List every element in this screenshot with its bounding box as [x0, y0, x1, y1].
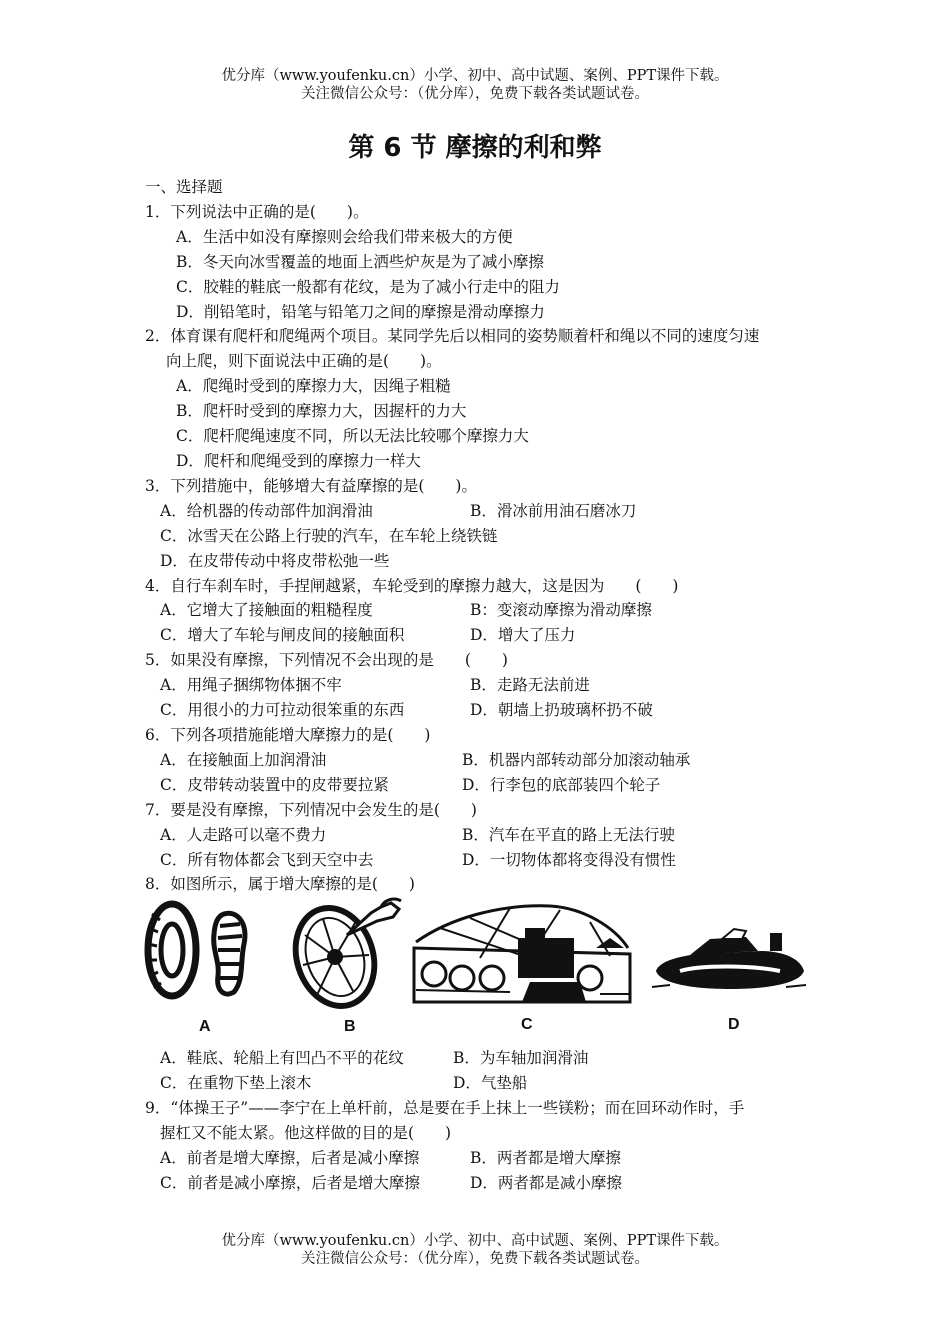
q1-option-c: C．胶鞋的鞋底一般都有花纹，是为了减小行走中的阻力 — [176, 278, 560, 296]
q3-option-c: C．冰雪天在公路上行驶的汽车，在车轮上绕铁链 — [160, 527, 498, 545]
q1-option-d: D．削铅笔时，铅笔与铅笔刀之间的摩擦是滑动摩擦力 — [176, 303, 545, 321]
q9-option-c: C．前者是减小摩擦，后者是增大摩擦 — [160, 1174, 420, 1192]
q7-option-b: B．汽车在平直的路上无法行驶 — [462, 826, 675, 844]
rollers-under-heavy-object-figure — [410, 898, 635, 1010]
q3-option-b: B．滑冰前用油石磨冰刀 — [470, 502, 637, 520]
wheel-axle-oiling-figure — [285, 895, 410, 1010]
q4-option-d: D．增大了压力 — [470, 626, 576, 644]
q2-option-d: D．爬杆和爬绳受到的摩擦力一样大 — [176, 452, 421, 470]
q8-option-d: D．气垫船 — [453, 1074, 528, 1092]
figure-label-c: C — [521, 1016, 533, 1033]
q6-option-c: C．皮带转动装置中的皮带要拉紧 — [160, 776, 389, 794]
q5-stem: 5．如果没有摩擦，下列情况不会出现的是 ( ) — [145, 651, 508, 669]
tire-and-shoe-sole-figure — [140, 900, 260, 1005]
q7-stem: 7．要是没有摩擦，下列情况中会发生的是( ) — [145, 801, 477, 819]
q7-option-a: A．人走路可以毫不费力 — [160, 826, 327, 844]
q9-stem-line-2: 握杠又不能太紧。他这样做的目的是( ) — [160, 1124, 452, 1142]
q8-option-a: A．鞋底、轮船上有凹凸不平的花纹 — [160, 1049, 404, 1067]
q5-option-c: C．用很小的力可拉动很笨重的东西 — [160, 701, 405, 719]
q4-option-b: B：变滚动摩擦为滑动摩擦 — [470, 601, 652, 619]
q2-stem-line-2: 向上爬，则下面说法中正确的是( )。 — [166, 352, 442, 370]
q9-option-d: D．两者都是减小摩擦 — [470, 1174, 622, 1192]
footer-line-1: 优分库（www.youfenku.cn）小学、初中、高中试题、案例、PPT课件下载。 — [221, 1233, 729, 1249]
hovercraft-figure — [650, 925, 808, 995]
q5-option-b: B．走路无法前进 — [470, 676, 590, 694]
q9-stem-line-1: 9．“体操王子”——李宁在上单杆前，总是要在手上抹上一些镁粉；而在回环动作时，手 — [145, 1099, 745, 1117]
page-title: 第 6 节 摩擦的利和弊 — [348, 133, 602, 163]
q7-option-c: C．所有物体都会飞到天空中去 — [160, 851, 374, 869]
q9-option-a: A．前者是增大摩擦，后者是减小摩擦 — [160, 1149, 420, 1167]
figure-label-b: B — [344, 1018, 356, 1035]
section-heading: 一、选择题 — [145, 178, 223, 196]
q2-option-c: C．爬杆爬绳速度不同，所以无法比较哪个摩擦力大 — [176, 427, 529, 445]
q6-option-d: D．行李包的底部装四个轮子 — [462, 776, 661, 794]
q6-option-b: B．机器内部转动部分加滚动轴承 — [462, 751, 691, 769]
q4-stem: 4．自行车刹车时，手捏闸越紧，车轮受到的摩擦力越大，这是因为 ( ) — [145, 577, 679, 595]
q4-option-a: A．它增大了接触面的粗糙程度 — [160, 601, 373, 619]
q2-stem-line-1: 2．体育课有爬杆和爬绳两个项目。某同学先后以相同的姿势顺着杆和绳以不同的速度匀速 — [145, 327, 760, 345]
q2-option-a: A．爬绳时受到的摩擦力大，因绳子粗糙 — [176, 377, 451, 395]
q6-option-a: A．在接触面上加润滑油 — [160, 751, 327, 769]
q3-stem: 3．下列措施中，能够增大有益摩擦的是( )。 — [145, 477, 477, 495]
q9-option-b: B．两者都是增大摩擦 — [470, 1149, 621, 1167]
figure-label-d: D — [728, 1016, 740, 1033]
q5-option-a: A．用绳子捆绑物体捆不牢 — [160, 676, 342, 694]
q6-stem: 6．下列各项措施能增大摩擦力的是( ) — [145, 726, 431, 744]
q2-option-b: B．爬杆时受到的摩擦力大，因握杆的力大 — [176, 402, 467, 420]
q8-stem: 8．如图所示，属于增大摩擦的是( ) — [145, 875, 415, 893]
q1-stem: 1．下列说法中正确的是( )。 — [145, 203, 369, 221]
q1-option-a: A．生活中如没有摩擦则会给我们带来极大的方便 — [176, 228, 513, 246]
figure-label-a: A — [199, 1018, 211, 1035]
q4-option-c: C．增大了车轮与闸皮间的接触面积 — [160, 626, 405, 644]
footer-line-2: 关注微信公众号：（优分库），免费下载各类试题试卷。 — [301, 1251, 649, 1267]
header-line-2: 关注微信公众号：（优分库），免费下载各类试题试卷。 — [301, 86, 649, 102]
q1-option-b: B．冬天向冰雪覆盖的地面上洒些炉灰是为了减小摩擦 — [176, 253, 544, 271]
q8-option-b: B．为车轴加润滑油 — [453, 1049, 589, 1067]
q7-option-d: D．一切物体都将变得没有惯性 — [462, 851, 676, 869]
q5-option-d: D．朝墙上扔玻璃杯扔不破 — [470, 701, 653, 719]
header-line-1: 优分库（www.youfenku.cn）小学、初中、高中试题、案例、PPT课件下载。 — [221, 68, 729, 84]
q3-option-a: A．给机器的传动部件加润滑油 — [160, 502, 373, 520]
q3-option-d: D．在皮带传动中将皮带松弛一些 — [160, 552, 390, 570]
q8-option-c: C．在重物下垫上滚木 — [160, 1074, 312, 1092]
